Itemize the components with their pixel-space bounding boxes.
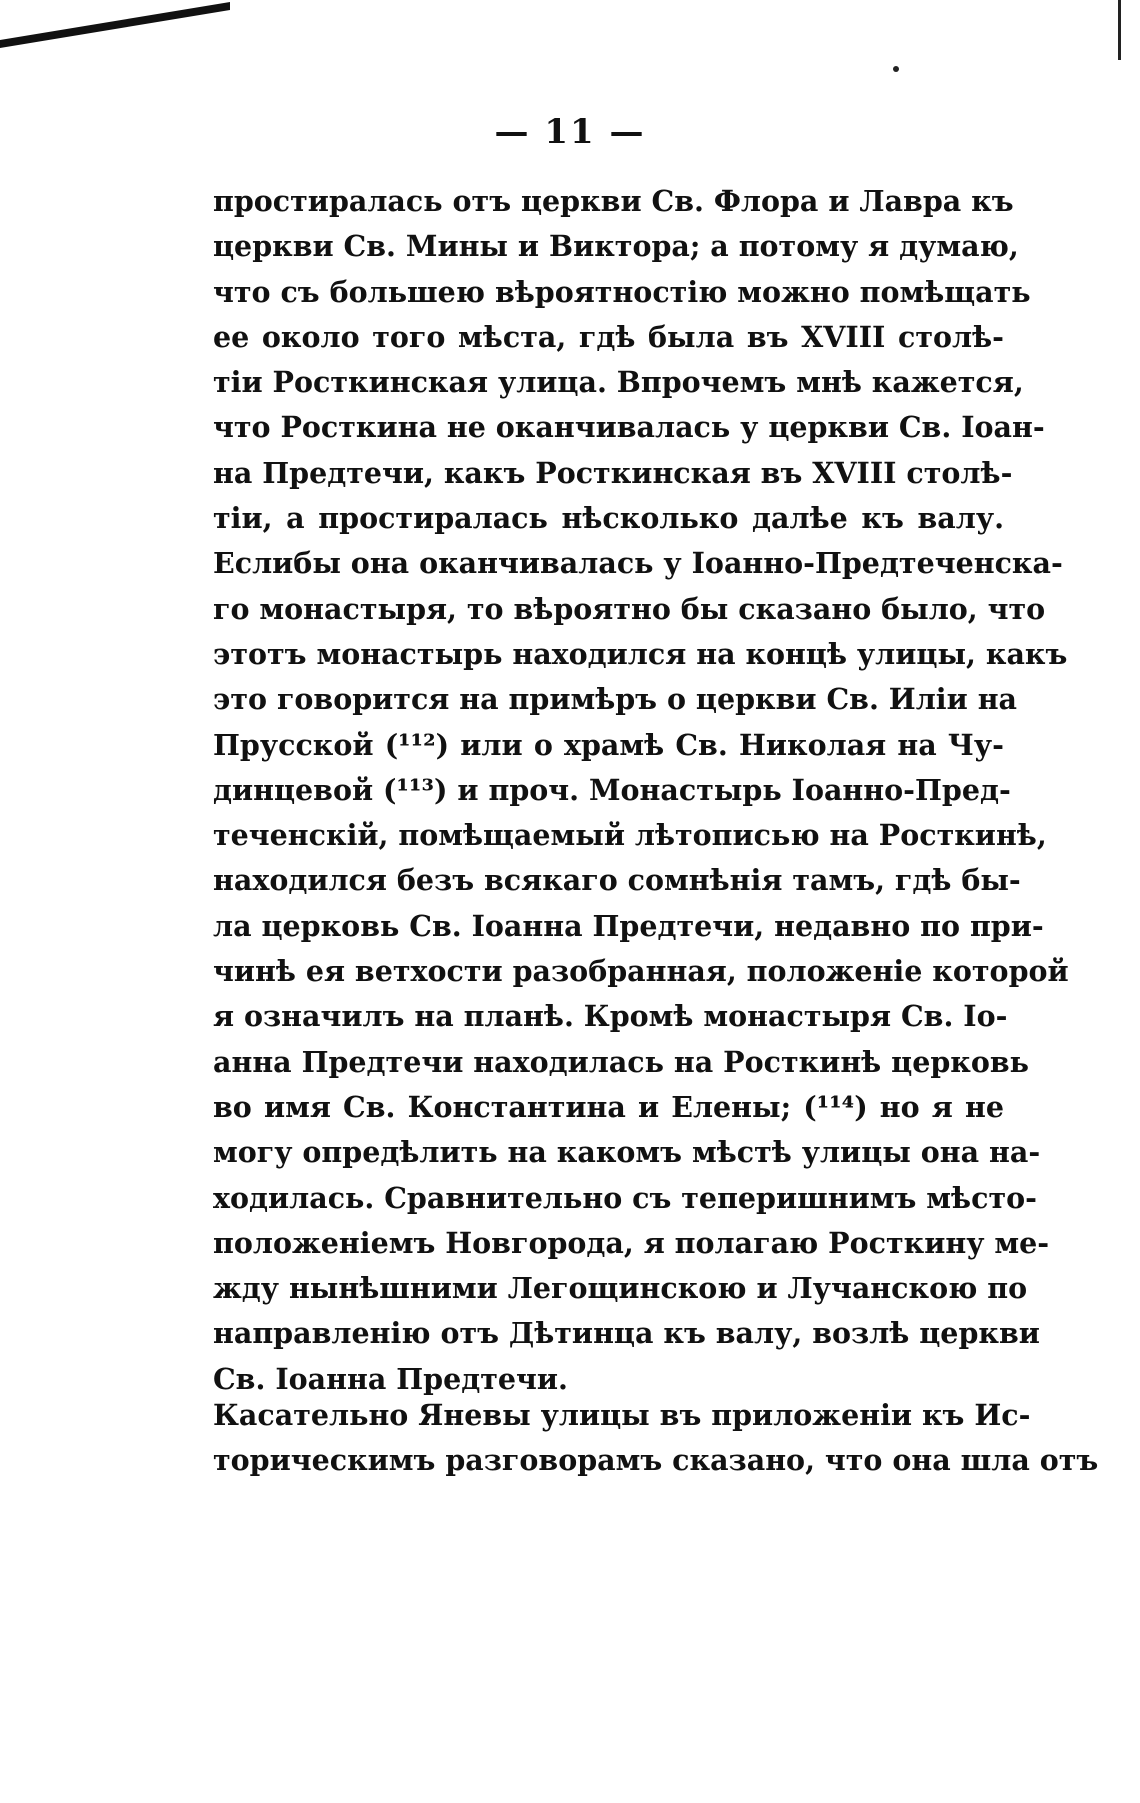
text-line: анна Предтечи находилась на Росткинѣ церковь (213, 1044, 1029, 1079)
text-line: тіи Росткинская улица. Впрочемъ мнѣ кажется, (213, 365, 1024, 400)
scan-edge-line (1118, 0, 1121, 60)
text-line: я означилъ на планѣ. Кромѣ монастыря Св. Іо- (213, 999, 1008, 1034)
text-line: Прусской (¹¹²) или о храмѣ Св. Николая на Чу- (213, 727, 1004, 762)
text-line: этотъ монастырь находился на концѣ улицы, какъ (213, 636, 1068, 671)
paragraph-1 (213, 179, 1069, 1402)
text-line: теченскій, помѣщаемый лѣтописью на Росткинѣ, (213, 818, 1047, 853)
text-line: Касательно Яневы улицы въ приложеніи къ Ис- (213, 1398, 1031, 1432)
text-line: что съ большею вѣроятностію можно помѣщать (213, 274, 1031, 309)
text-line: положеніемъ Новгорода, я полагаю Росткину ме- (213, 1225, 1050, 1260)
text-line: что Росткина не оканчивалась у церкви Св. Іоан- (213, 410, 1045, 445)
text-line: простиралась отъ церкви Св. Флора и Лавра къ (213, 184, 1014, 218)
text-line: ее около того мѣста, гдѣ была въ XVIII столѣ- (213, 319, 1004, 354)
text-line: Св. Іоанна Предтечи. (213, 1361, 568, 1396)
text-line: могу опредѣлить на какомъ мѣстѣ улицы она на- (213, 1135, 1041, 1170)
text-line: во имя Св. Константина и Елены; (¹¹⁴) но я не (213, 1089, 1004, 1124)
text-line: Еслибы она оканчивалась у Іоанно-Предтеченска- (213, 546, 1063, 581)
text-line: го монастыря, то вѣроятно бы сказано было, что (213, 591, 1046, 626)
scan-corner-mark (0, 0, 230, 60)
page-number: — 11 — (494, 112, 646, 152)
text-line: находился безъ всякаго сомнѣнія тамъ, гдѣ бы- (213, 863, 1021, 898)
text-line: тіи, а простиралась нѣсколько далѣе къ валу. (213, 501, 1004, 536)
text-line: чинѣ ея ветхости разобранная, положеніе которой (213, 954, 1069, 989)
text-line: на Предтечи, какъ Росткинская въ XVIII столѣ- (213, 455, 1013, 490)
scan-dot (893, 66, 899, 72)
text-line: торическимъ разговорамъ сказано, что она шла отъ (213, 1443, 1099, 1478)
text-line: направленію отъ Дѣтинца къ валу, возлѣ церкви (213, 1316, 1040, 1351)
text-line: жду нынѣшними Легощинскою и Лучанскою по (213, 1271, 1028, 1306)
text-line: ла церковь Св. Іоанна Предтечи, недавно по при- (213, 908, 1044, 943)
paragraph-2 (213, 1393, 1099, 1484)
text-line: это говорится на примѣръ о церкви Св. Иліи на (213, 682, 1018, 717)
text-line: церкви Св. Мины и Виктора; а потому я думаю, (213, 229, 1019, 264)
text-line: ходилась. Сравнительно съ теперишнимъ мѣсто- (213, 1180, 1037, 1215)
text-line: динцевой (¹¹³) и проч. Монастырь Іоанно-Пред- (213, 772, 1011, 807)
